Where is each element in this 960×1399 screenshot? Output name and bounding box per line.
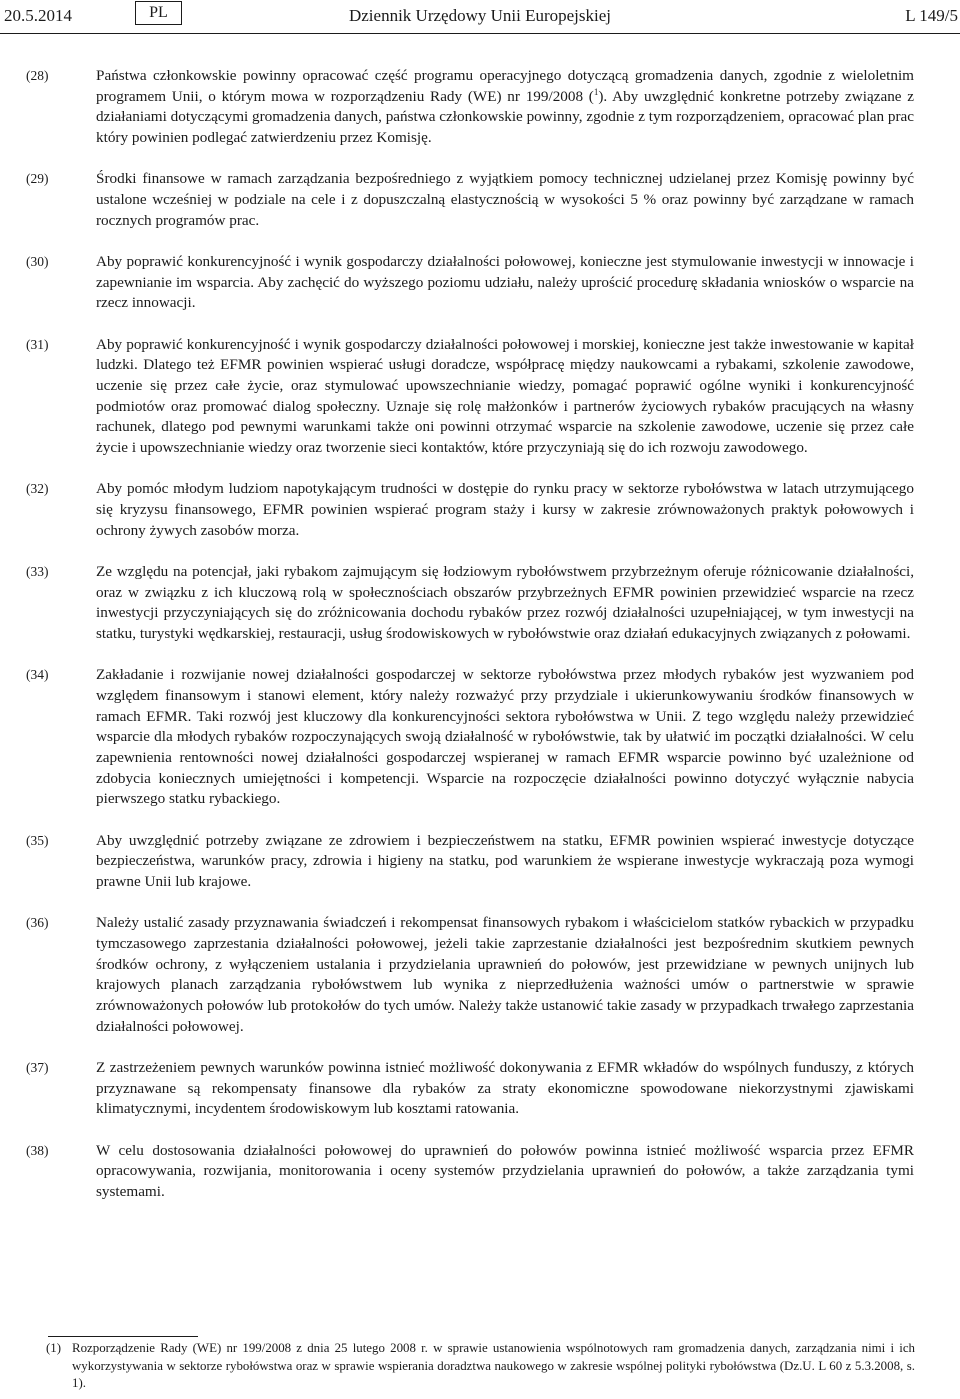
recital-number: (37) bbox=[26, 1059, 49, 1075]
recital-30 bbox=[0, 252, 960, 314]
footnote-separator bbox=[48, 1336, 198, 1337]
page-reference: L 149/5 bbox=[905, 6, 958, 25]
recital-number: (28) bbox=[26, 68, 49, 83]
recital-number: (36) bbox=[26, 915, 49, 931]
recital-36 bbox=[0, 913, 960, 1037]
recital-38 bbox=[0, 1141, 960, 1203]
recital-text: Aby pomóc młodym ludziom napotykającym trudności w dostępie do rynku pracy w sektorze rybołówstwa w latach utrzymującego się kryzysu finansowego, EFMR powinien wspierać program staży i kursy w zakresie zrównoważonych praktyk połowowych i ochrony żywych zasobów morza. bbox=[96, 480, 914, 539]
recital-33 bbox=[0, 562, 960, 645]
recital-text: Zakładanie i rozwijanie nowej działalności gospodarczej w sektorze rybołówstwa przez młodych rybaków jest wyzwaniem pod względem finansowym i stanowi element, który należy rozważyć przy przydziale i ukierunkowywaniu środków finansowych w ramach EFMR. Taki rozwój jest kluczowy dla konkurencyjności sektora rybołówstwa w Unii. Z tego względu należy przewidzieć wsparcie dla młodych rybaków rozpoczynających swoją działalność w rybołówstwie, tak by ułatwić im początki działalności. W celu zapewnienia rentowności nowej działalności gospodarczej wspieranej w ramach EFMR wsparcie powinno być uzależnione od zdobycia koniecznych umiejętności i kompetencji. Wsparcie na rozpoczęcie działalności powinno dotyczyć wyłącznie nabycia pierwszego statku rybackiego. bbox=[96, 666, 914, 808]
recital-text: Ze względu na potencjał, jaki rybakom zajmującym się łodziowym rybołówstwem przybrzeżnym oferuje różnicowanie działalności, oraz w związku z ich kluczową rolą w społecznościach obszarów przybrzeżnych EFMR powinien przewidzieć wsparcie na rzecz inwestycji przyczyniających się do zróżnicowania dochodu rybaków przez rozwój działalności uzupełniającej, w tym inwestycji na statku, turystyki wędkarskiej, restauracji, usług środowiskowych w rybołówstwie oraz działań edukacyjnych związanych z połowami. bbox=[96, 562, 914, 642]
recital-number: (35) bbox=[26, 832, 49, 848]
recitals-list bbox=[0, 66, 960, 1223]
header-rule bbox=[0, 33, 960, 34]
footnote-text: Rozporządzenie Rady (WE) nr 199/2008 z dnia 25 lutego 2008 r. w sprawie ustanowienia wspólnotowych ram gromadzenia danych, zarządzania nimi i ich wykorzystywania w sektorze rybołówstwa oraz w sprawie wspierania doradztwa naukowego w zakresie wspólnej polityki rybołówstwa (Dz.U. L 60 z 5.3.2008, s. 1). bbox=[72, 1341, 915, 1390]
recital-number: (29) bbox=[26, 171, 49, 187]
recital-37 bbox=[0, 1058, 960, 1120]
recital-text: Z zastrzeżeniem pewnych warunków powinna istnieć możliwość dokonywania z EFMR wkładów do wspólnych funduszy, z których przyznawane są rekompensaty finansowe dla rybaków za straty ekonomiczne spowodowane niekorzystnymi zjawiskami klimatycznymi, incydentem środowiskowym lub kosztami ratowania. bbox=[96, 1058, 914, 1118]
recital-number: (34) bbox=[26, 667, 49, 683]
recital-text: Środki finansowe w ramach zarządzania bezpośredniego z wyjątkiem pomocy technicznej udzielanej przez Komisję powinny być ustalone wcześniej w podziale na cele i z dopuszczalną elastycznością w wysokości 5 % oraz powinny być zarządzane w ramach rocznych programów prac. bbox=[96, 170, 914, 229]
footnote-reference: (1) bbox=[46, 1341, 62, 1355]
recital-32 bbox=[0, 479, 960, 541]
language-code-box: PL bbox=[135, 1, 182, 25]
recital-text: W celu dostosowania działalności połowowej do uprawnień do połowów powinna istnieć możliwość wsparcia przez EFMR opracowywania, rozwijania, monitorowania i oceny systemów przydzielania uprawnień do połowów, a także zarządzania tymi systemami. bbox=[96, 1141, 914, 1200]
recital-text: Aby poprawić konkurencyjność i wynik gospodarczy działalności połowowej, konieczne jest stymulowanie inwestycji w innowacje i zapewnianie im wsparcia. Aby zachęcić do wyższego poziomu udziału, należy uprościć procedurę składania wniosków o wsparcie na rzecz innowacji. bbox=[96, 252, 914, 312]
footnote bbox=[46, 1340, 915, 1393]
recital-number: (30) bbox=[26, 253, 49, 269]
recital-number: (31) bbox=[26, 336, 49, 352]
recital-number: (33) bbox=[26, 563, 49, 579]
recital-31 bbox=[0, 335, 960, 459]
recital-text: Aby uwzględnić potrzeby związane ze zdrowiem i bezpieczeństwem na statku, EFMR powinien wspierać inwestycje dotyczące bezpieczeństwa, warunków pracy, zdrowia i higieny na statku, pod warunkiem że wspierane inwestycje wykraczają poza wymogi prawne Unii lub krajowe. bbox=[96, 831, 914, 890]
publication-date: 20.5.2014 bbox=[4, 6, 72, 25]
recital-34 bbox=[0, 665, 960, 810]
page-header bbox=[0, 0, 960, 34]
recital-number: (32) bbox=[26, 481, 49, 497]
recital-text: Należy ustalić zasady przyznawania świadczeń i rekompensat finansowych rybakom i właścicielom statków rybackich w przypadku tymczasowego zaprzestania działalności połowowej, jeżeli takie zaprzestanie działalności jest bezpośrednim skutkiem pewnych środków ochrony, z wyłączeniem ustalania i przydzielania uprawnień do połowów, jest przewidziane w pewnych unijnych lub krajowych planach zarządzania rybołówstwem lub wynika z nieprzedłużenia ważności umów o partnerstwie w sprawie zrównoważonych połowów lub protokołów do tych umów. Należy także ustanowić takie zasady w przypadkach trwałego zaprzestania działalności połowowej. bbox=[96, 914, 914, 1035]
footnote-marker[interactable]: 1 bbox=[593, 86, 599, 97]
recital-text: Aby poprawić konkurencyjność i wynik gospodarczy działalności połowowej i morskiej, konieczne jest także inwestowanie w kapitał ludzki. Dlatego też EFMR powinien wspierać usługi doradcze, współpracę między naukowcami a rybakami, szkolenie zawodowe, uczenie się przez całe życie, oraz stymulować upowszechnianie wiedzy, pomagać poprawić ogólne wyniki i konkurencyjność podmiotów oraz promować dialog społeczny. Uznaje się rolę małżonków i partnerów życiowych rybaków pracujących na własny rachunek, dlatego pod pewnymi warunkami także oni powinni otrzymać wsparcie na szkolenie zawodowe, uczenie się przez całe życie i upowszechnianie wiedzy oraz tworzenie sieci kontaktów, które przyczyniają się do ich rozwoju zawodowego. bbox=[96, 335, 914, 457]
recital-29 bbox=[0, 169, 960, 231]
recital-number: (38) bbox=[26, 1142, 49, 1158]
recital-text: Państwa członkowskie powinny opracować część programu operacyjnego dotyczącą gromadzenia danych, zgodnie z wieloletnim programem Unii, o którym mowa w rozporządzeniu Rady (WE) nr 199/2008 ($^1$). Aby uwzględnić konkretne potrzeby związane z działaniami dotyczącymi gromadzenia danych, państwa członkowskie powinny, zgodnie z tym rozporządzeniem, opracować plan prac który powinien podlegać zatwierdzeniu przez Komisję. bbox=[96, 67, 915, 147]
recital-28 bbox=[0, 66, 960, 149]
journal-title: Dziennik Urzędowy Unii Europejskiej bbox=[348, 6, 611, 25]
recital-35 bbox=[0, 831, 960, 893]
